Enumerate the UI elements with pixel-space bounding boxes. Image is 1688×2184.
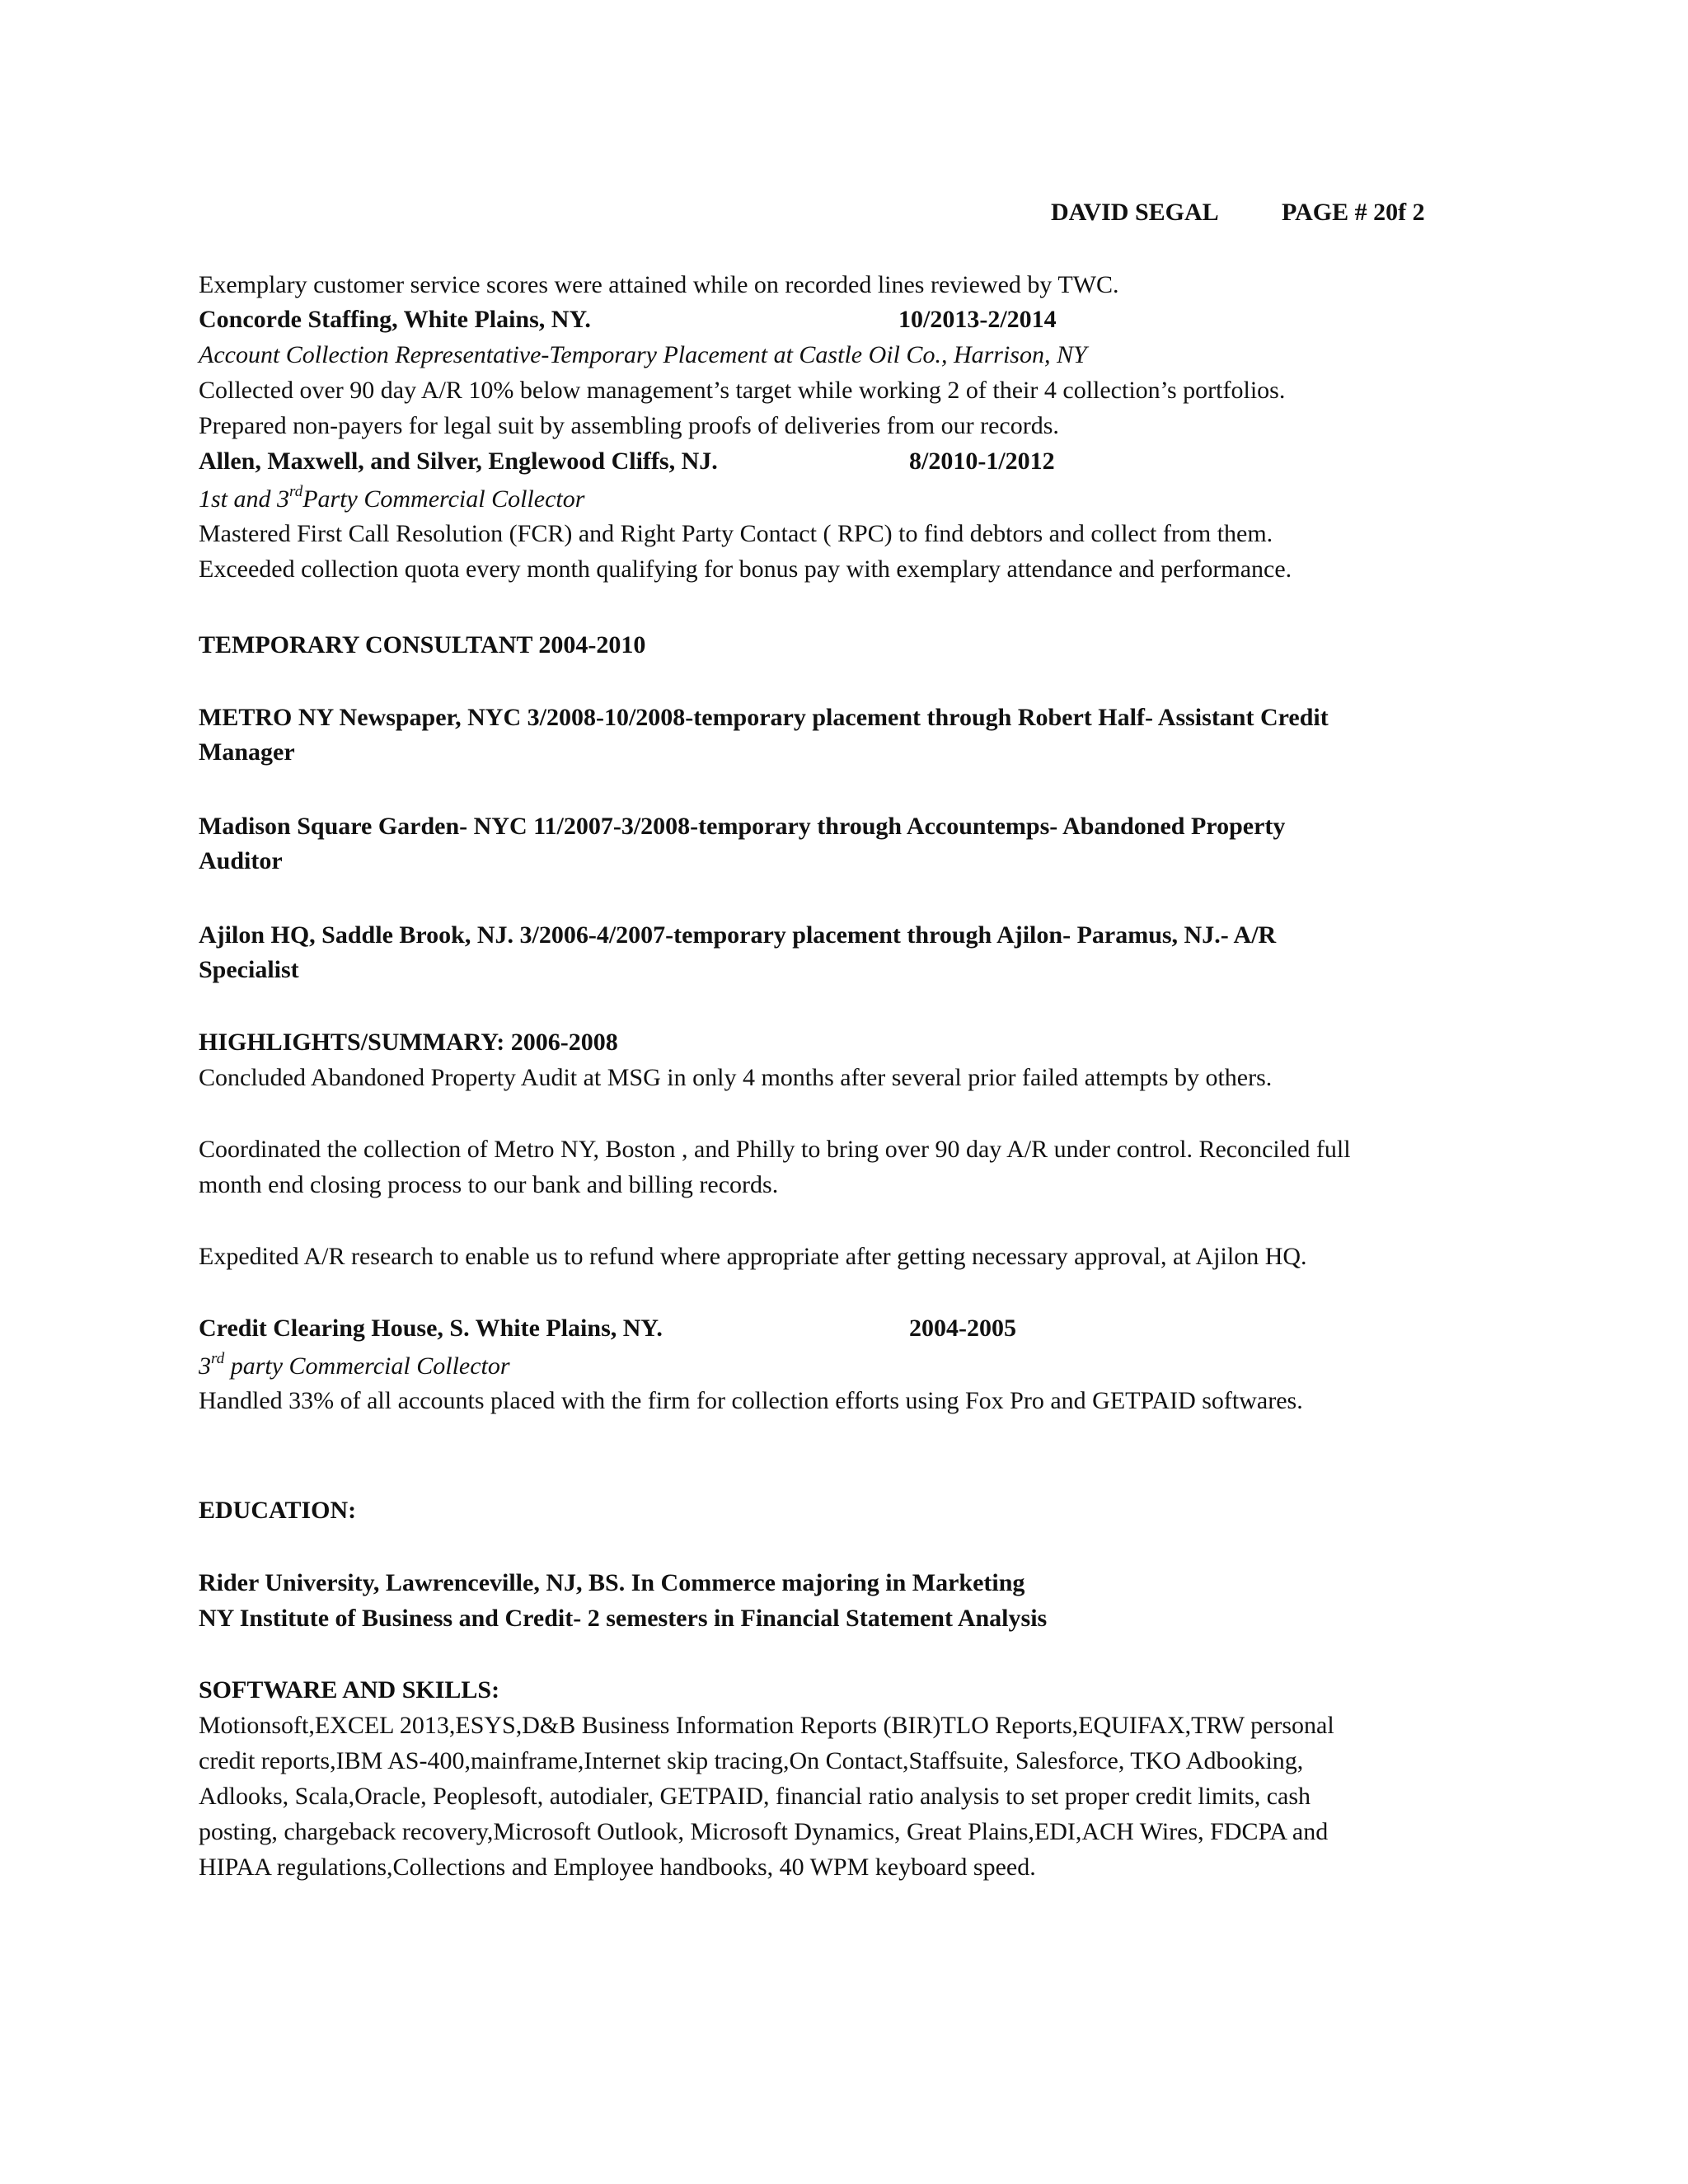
temp-entry-line: METRO NY Newspaper, NYC 3/2008-10/2008-temporary placement through Robert Half- Assistant Credit — [199, 704, 1329, 731]
section-heading-temporary: TEMPORARY CONSULTANT 2004-2010 — [199, 631, 646, 658]
highlight-paragraph: Coordinated the collection of Metro NY, Boston , and Philly to bring over 90 day A/R under control. Reconciled full — [199, 1136, 1351, 1163]
job-dates: 8/2010-1/2012 — [909, 448, 1055, 475]
job-detail: Prepared non-payers for legal suit by assembling proofs of deliveries from our records. — [199, 412, 1059, 439]
section-heading-skills: SOFTWARE AND SKILLS: — [199, 1676, 500, 1704]
job-company: Concorde Staffing, White Plains, NY. — [199, 306, 591, 333]
header-page-number: PAGE # 20f 2 — [1282, 199, 1425, 226]
job-title: 3rd party Commercial Collector — [199, 1350, 510, 1380]
highlight-paragraph: Expedited A/R research to enable us to refund where appropriate after getting necessary approval, at Ajilon HQ. — [199, 1243, 1307, 1270]
highlight-paragraph: Concluded Abandoned Property Audit at MSG in only 4 months after several prior failed attempts by others. — [199, 1064, 1273, 1091]
job-detail: Mastered First Call Resolution (FCR) and Right Party Contact ( RPC) to find debtors and collect from them. — [199, 520, 1273, 547]
skills-line: credit reports,IBM AS-400,mainframe,Internet skip tracing,On Contact,Staffsuite, Salesforce, TKO Adbooking, — [199, 1747, 1304, 1774]
section-heading-highlights: HIGHLIGHTS/SUMMARY: 2006-2008 — [199, 1029, 618, 1056]
skills-line: Adlooks, Scala,Oracle, Peoplesoft, autodialer, GETPAID, financial ratio analysis to set proper credit limits, cash — [199, 1783, 1311, 1810]
job-dates: 2004-2005 — [909, 1315, 1016, 1342]
skills-line: posting, chargeback recovery,Microsoft Outlook, Microsoft Dynamics, Great Plains,EDI,ACH Wires, FDCPA and — [199, 1818, 1329, 1845]
temp-entry-line: Manager — [199, 738, 295, 766]
job-detail: Collected over 90 day A/R 10% below management’s target while working 2 of their 4 collection’s portfolios. — [199, 377, 1286, 404]
intro-line: Exemplary customer service scores were attained while on recorded lines reviewed by TWC. — [199, 271, 1119, 298]
skills-line: HIPAA regulations,Collections and Employee handbooks, 40 WPM keyboard speed. — [199, 1854, 1036, 1881]
job-detail: Exceeded collection quota every month qualifying for bonus pay with exemplary attendance and performance. — [199, 555, 1292, 583]
temp-entry-line: Ajilon HQ, Saddle Brook, NJ. 3/2006-4/2007-temporary placement through Ajilon- Paramus, NJ.- A/R — [199, 921, 1277, 949]
section-heading-education: EDUCATION: — [199, 1497, 357, 1524]
temp-entry-line: Madison Square Garden- NYC 11/2007-3/2008-temporary through Accountemps- Abandoned Property — [199, 813, 1286, 840]
job-company: Credit Clearing House, S. White Plains, NY. — [199, 1315, 663, 1342]
skills-line: Motionsoft,EXCEL 2013,ESYS,D&B Business Information Reports (BIR)TLO Reports,EQUIFAX,TRW personal — [199, 1712, 1334, 1739]
job-company: Allen, Maxwell, and Silver, Englewood Cliffs, NJ. — [199, 448, 718, 475]
job-dates: 10/2013-2/2014 — [898, 306, 1057, 333]
temp-entry-line: Specialist — [199, 956, 299, 983]
highlight-paragraph: month end closing process to our bank and billing records. — [199, 1171, 779, 1198]
education-line: Rider University, Lawrenceville, NJ, BS. In Commerce majoring in Marketing — [199, 1569, 1025, 1596]
header-name: DAVID SEGAL — [1051, 199, 1219, 226]
job-title: Account Collection Representative-Temporary Placement at Castle Oil Co., Harrison, NY — [199, 341, 1087, 368]
temp-entry-line: Auditor — [199, 847, 283, 874]
education-line: NY Institute of Business and Credit- 2 semesters in Financial Statement Analysis — [199, 1605, 1048, 1632]
job-title: 1st and 3rdParty Commercial Collector — [199, 483, 585, 513]
job-detail: Handled 33% of all accounts placed with the firm for collection efforts using Fox Pro and GETPAID softwares. — [199, 1387, 1303, 1414]
